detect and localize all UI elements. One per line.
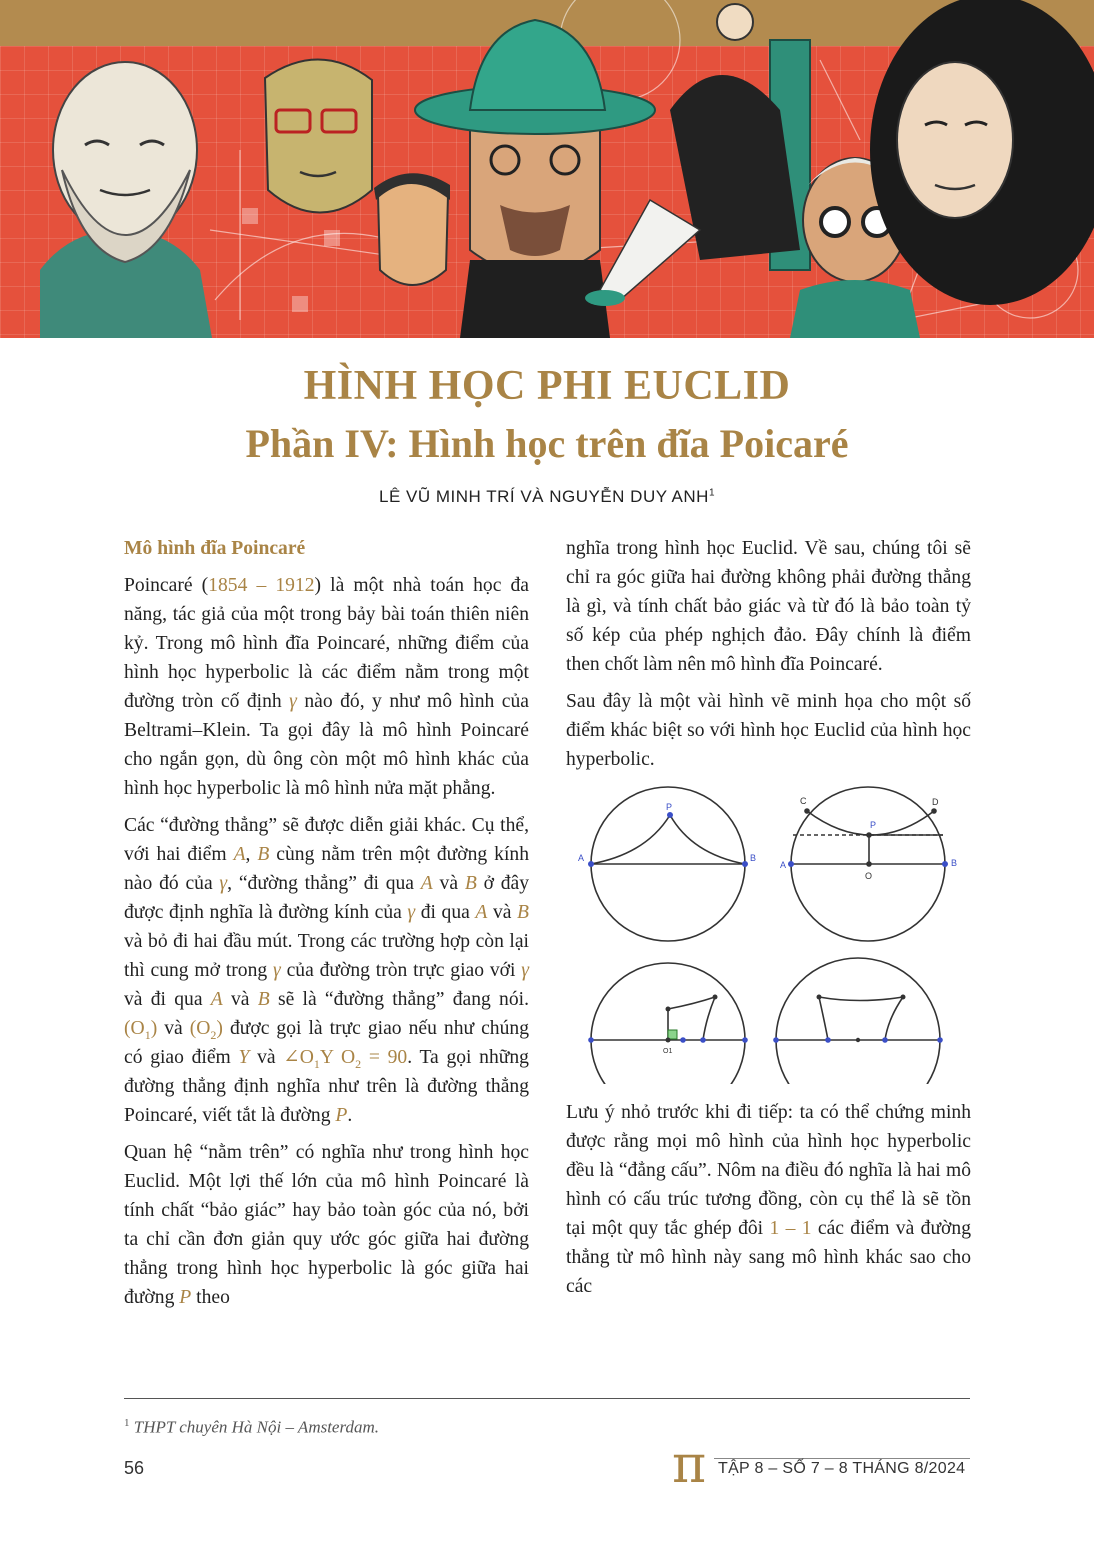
- fig1-label-P: P: [666, 802, 673, 812]
- footnote-text: THPT chuyên Hà Nội – Amsterdam.: [133, 1417, 379, 1437]
- authors-line: [0, 487, 1094, 507]
- fig4-arc-left: [819, 997, 828, 1040]
- paragraph-poincare-intro: Poincaré (1854 – 1912) là một nhà toán học đa năng, tác giả của một trong bảy bài toán thiên niên kỷ. Trong mô hình đĩa Poincaré, những điểm của hình học hyperbolic là các điểm nằm trong một đường tròn cố định γ nào đó, y như mô hình của Beltrami–Klein. Ta gọi đây là mô hình Poincaré cho ngắn gọn, dù ông còn một mô hình khác của hình học hyperbolic là mô hình nửa mặt phẳng.: [124, 575, 529, 799]
- footnote: [124, 1417, 379, 1438]
- fig3-point-corner: [713, 995, 718, 1000]
- paragraph-continued: nghĩa trong hình học Euclid. Về sau, chúng tôi sẽ chỉ ra góc giữa hai đường không phải đường thẳng là gì, và tính chất bảo giác và từ đó là bảo toàn tỷ số kép của phép nghịch đảo. Đây chính là điểm then chốt làm nên mô hình đĩa Poincaré.: [566, 538, 971, 675]
- fig3-right-angle-mark: [668, 1030, 677, 1039]
- fig2-label-C: C: [800, 796, 807, 806]
- fig1-label-B: B: [750, 853, 757, 863]
- fig4-arc-right: [885, 997, 903, 1040]
- header-illustration: [0, 0, 1094, 338]
- fig2-point-C: [804, 808, 810, 814]
- fig1-label-A: A: [578, 853, 585, 863]
- fig4-point-c: [817, 995, 822, 1000]
- portrait-seated-figure: [585, 4, 810, 306]
- authors-footnote-mark: 1: [708, 487, 715, 499]
- paragraph-poincare-lines: Các “đường thẳng” sẽ được diễn giải khác. Cụ thể, với hai điểm A, B cùng nằm trên một đường kính nào đó của γ, “đường thẳng” đi qua A và B ở đây được định nghĩa là đường kính của γ đi qua A và B và bỏ đi hai đầu mút. Trong các trường hợp còn lại thì cung mở trong γ của đường tròn trực giao với γ và đi qua A và B sẽ là “đường thẳng” đang nói. $(O_1)$ và $(O_2)$ được gọi là trực giao nếu như chúng có giao điểm Y và $\angle O_1Y$ $O_2 = 90$. Ta gọi những đường thẳng định nghĩa như trên là đường thẳng Poincaré, viết tắt là đường P.: [124, 815, 530, 1126]
- fig3-point-right: [742, 1037, 748, 1043]
- fig2-point-O: [866, 861, 872, 867]
- authors-names: LÊ VŨ MINH TRÍ VÀ NGUYỄN DUY ANH: [379, 487, 709, 506]
- fig4-point-left: [773, 1037, 779, 1043]
- paragraph-isomorphism: Lưu ý nhỏ trước khi đi tiếp: ta có thể chứng minh được rằng mọi mô hình của hình học hyperbolic đều là “đẳng cấu”. Nôm na điều đó nghĩa là hai mô hình có cấu trúc tương đồng, còn cụ thể là sẽ tồn tại một quy tắc ghép đôi 1 – 1 các điểm và đường thẳng từ mô hình này sang mô hình khác sao cho các: [566, 1102, 972, 1297]
- mathematicians-portraits-illustration: [0, 0, 1094, 338]
- footnote-divider: [124, 1398, 970, 1399]
- fig3-point-left: [588, 1037, 594, 1043]
- figure-3: [591, 963, 745, 1084]
- paragraph-conformal: Quan hệ “nằm trên” có nghĩa như trong hình học Euclid. Một lợi thế lớn của mô hình Poincaré là tính chất “bảo giác” hay bảo toàn góc của nó, bởi ta chỉ cần đơn giản quy ước góc giữa hai đường thẳng trong hình học hyperbolic là góc giữa hai đường P theo: [124, 1142, 529, 1308]
- fig4-point-b: [882, 1037, 888, 1043]
- fig3-arc-top: [668, 997, 715, 1009]
- fig2-label-A: A: [780, 860, 787, 870]
- figure-4: [776, 958, 940, 1084]
- section-heading: Mô hình đĩa Poincaré: [124, 538, 306, 559]
- fig1-point-P: [667, 812, 673, 818]
- fig3-point-O1: [666, 1038, 671, 1043]
- article-title: HÌNH HỌC PHI EUCLID: [303, 363, 791, 409]
- years: 1854 – 1912: [208, 575, 315, 596]
- fig2-label-O: O: [865, 871, 873, 881]
- fig2-point-B: [942, 861, 948, 867]
- issue-divider: [714, 1458, 970, 1459]
- fig1-point-B: [742, 861, 748, 867]
- fig1-point-A: [588, 861, 594, 867]
- fig3-arc-right: [703, 997, 715, 1040]
- portrait-bearded-philosopher: [40, 62, 212, 338]
- left-column: [124, 534, 529, 1320]
- portrait-young-man: [374, 173, 450, 285]
- fig3-point-foot: [700, 1037, 706, 1043]
- fig4-boundary-circle: [776, 958, 940, 1084]
- fig4-point-center: [856, 1038, 860, 1042]
- fig2-point-D: [931, 808, 937, 814]
- pi-logo: π: [672, 1435, 707, 1495]
- fig2-point-P: [866, 832, 872, 838]
- footnote-mark: 1: [124, 1417, 130, 1429]
- fig4-point-right: [937, 1037, 943, 1043]
- poincare-disk-diagrams: [566, 784, 971, 1084]
- paragraph-figures-intro: Sau đây là một vài hình vẽ minh họa cho một số điểm khác biệt so với hình học Euclid của hình học hyperbolic.: [566, 691, 971, 770]
- fig2-point-A: [788, 861, 794, 867]
- fig3-point-mid: [680, 1037, 686, 1043]
- right-column: [566, 534, 971, 1309]
- fig3-label-O1: O1: [663, 1048, 673, 1055]
- article-subtitle: Phần IV: Hình học trên đĩa Poicaré: [245, 421, 849, 466]
- fig2-label-B: B: [951, 858, 958, 868]
- fig4-point-d: [901, 995, 906, 1000]
- fig1-arc-right: [670, 815, 745, 864]
- portrait-man-with-glasses: [265, 59, 372, 212]
- fig2-label-P: P: [870, 820, 877, 830]
- issue-info: TẬP 8 – SỐ 7 – 8 THÁNG 8/2024: [718, 1460, 966, 1477]
- fig2-label-D: D: [932, 797, 939, 807]
- page-number: 56: [124, 1458, 145, 1478]
- fig4-point-a: [825, 1037, 831, 1043]
- hyperbolic-figures: [566, 784, 971, 1084]
- fig3-point-top: [666, 1007, 671, 1012]
- fig4-arc-top: [819, 997, 903, 1001]
- portrait-man-curly-wig: [870, 0, 1094, 305]
